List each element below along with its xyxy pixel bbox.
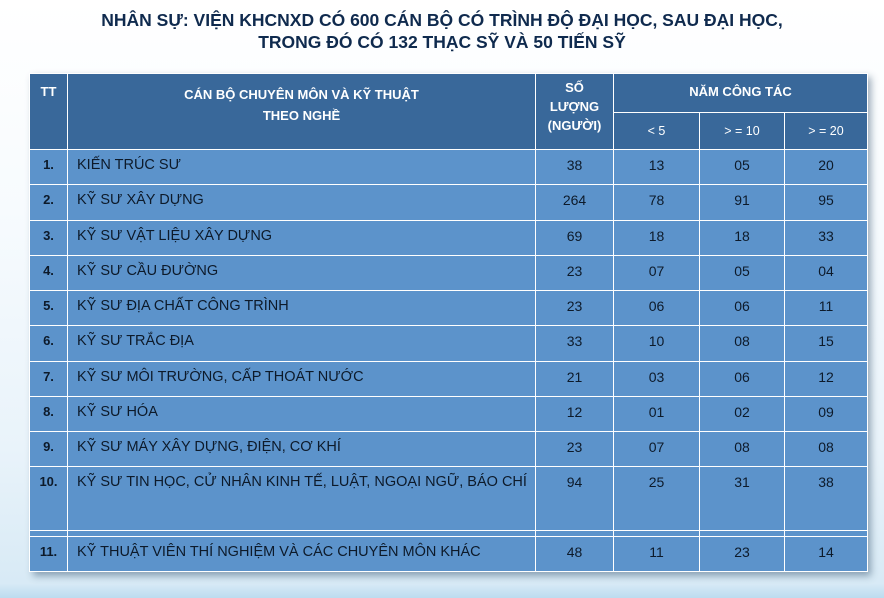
header-tt: TT xyxy=(30,74,68,150)
row-number: 6. xyxy=(30,326,68,361)
page-title xyxy=(0,9,884,53)
table-row xyxy=(30,150,868,185)
row-profession: KỸ SƯ MÁY XÂY DỰNG, ĐIỆN, CƠ KHÍ xyxy=(68,432,536,467)
table-row xyxy=(30,255,868,290)
row-lt5: 01 xyxy=(614,396,700,431)
row-lt5: 10 xyxy=(614,326,700,361)
row-lt5: 06 xyxy=(614,291,700,326)
header-profession xyxy=(68,74,536,150)
row-profession: KỸ SƯ MÔI TRƯỜNG, CẤP THOÁT NƯỚC xyxy=(68,361,536,396)
row-ge10: 06 xyxy=(700,291,785,326)
row-ge20: 09 xyxy=(785,396,868,431)
header-profession-line1: CÁN BỘ CHUYÊN MÔN VÀ KỸ THUẬT xyxy=(184,87,419,102)
row-profession: KIẾN TRÚC SƯ xyxy=(68,150,536,185)
row-number: 3. xyxy=(30,220,68,255)
row-number: 1. xyxy=(30,150,68,185)
row-profession: KỸ SƯ TIN HỌC, CỬ NHÂN KINH TẾ, LUẬT, NGOẠI NGỮ, BÁO CHÍ xyxy=(68,467,536,530)
row-ge10: 31 xyxy=(700,467,785,530)
row-count: 69 xyxy=(536,220,614,255)
row-count: 94 xyxy=(536,467,614,530)
row-ge20: 38 xyxy=(785,467,868,530)
row-ge20: 08 xyxy=(785,432,868,467)
table-row xyxy=(30,432,868,467)
table-row xyxy=(30,361,868,396)
row-ge20: 11 xyxy=(785,291,868,326)
row-lt5: 25 xyxy=(614,467,700,530)
row-profession: KỸ SƯ ĐỊA CHẤT CÔNG TRÌNH xyxy=(68,291,536,326)
row-ge10: 06 xyxy=(700,361,785,396)
header-count-line1: SỐ xyxy=(565,80,584,95)
row-number: 5. xyxy=(30,291,68,326)
staff-table-container xyxy=(29,73,867,572)
row-number: 4. xyxy=(30,255,68,290)
table-row xyxy=(30,467,868,530)
row-lt5: 18 xyxy=(614,220,700,255)
row-ge20: 15 xyxy=(785,326,868,361)
row-number: 8. xyxy=(30,396,68,431)
table-row xyxy=(30,396,868,431)
row-lt5: 13 xyxy=(614,150,700,185)
row-profession: KỸ THUẬT VIÊN THÍ NGHIỆM VÀ CÁC CHUYÊN MÔN KHÁC xyxy=(68,536,536,571)
row-ge10: 91 xyxy=(700,185,785,220)
row-number: 7. xyxy=(30,361,68,396)
row-ge20: 14 xyxy=(785,536,868,571)
row-count: 33 xyxy=(536,326,614,361)
row-ge20: 33 xyxy=(785,220,868,255)
row-ge20: 12 xyxy=(785,361,868,396)
row-number: 11. xyxy=(30,536,68,571)
header-count-line2: LƯỢNG xyxy=(549,99,600,114)
row-lt5: 11 xyxy=(614,536,700,571)
row-count: 23 xyxy=(536,432,614,467)
header-count-line3: (NGƯỜI) xyxy=(547,118,602,133)
title-line-1: NHÂN SỰ: VIỆN KHCNXD CÓ 600 CÁN BỘ CÓ TRÌNH ĐỘ ĐẠI HỌC, SAU ĐẠI HỌC, xyxy=(101,10,783,30)
header-ge20: > = 20 xyxy=(785,113,868,150)
row-lt5: 07 xyxy=(614,432,700,467)
title-line-2: TRONG ĐÓ CÓ 132 THẠC SỸ VÀ 50 TIẾN SỸ xyxy=(258,32,626,52)
row-ge10: 05 xyxy=(700,255,785,290)
table-row xyxy=(30,536,868,571)
row-profession: KỸ SƯ XÂY DỰNG xyxy=(68,185,536,220)
row-count: 48 xyxy=(536,536,614,571)
row-profession: KỸ SƯ VẬT LIỆU XÂY DỰNG xyxy=(68,220,536,255)
row-ge20: 04 xyxy=(785,255,868,290)
row-count: 21 xyxy=(536,361,614,396)
row-profession: KỸ SƯ CẦU ĐƯỜNG xyxy=(68,255,536,290)
row-ge20: 95 xyxy=(785,185,868,220)
row-profession: KỸ SƯ TRẮC ĐỊA xyxy=(68,326,536,361)
header-lt5: < 5 xyxy=(614,113,700,150)
table-row xyxy=(30,220,868,255)
row-count: 264 xyxy=(536,185,614,220)
row-ge10: 08 xyxy=(700,326,785,361)
row-lt5: 03 xyxy=(614,361,700,396)
header-ge10: > = 10 xyxy=(700,113,785,150)
table-row xyxy=(30,326,868,361)
row-number: 10. xyxy=(30,467,68,530)
row-ge20: 20 xyxy=(785,150,868,185)
row-ge10: 05 xyxy=(700,150,785,185)
row-number: 9. xyxy=(30,432,68,467)
row-count: 23 xyxy=(536,291,614,326)
staff-table xyxy=(29,73,868,572)
row-ge10: 02 xyxy=(700,396,785,431)
row-ge10: 18 xyxy=(700,220,785,255)
header-count xyxy=(536,74,614,150)
row-count: 38 xyxy=(536,150,614,185)
header-years: NĂM CÔNG TÁC xyxy=(614,74,868,113)
row-ge10: 08 xyxy=(700,432,785,467)
row-ge10: 23 xyxy=(700,536,785,571)
row-profession: KỸ SƯ HÓA xyxy=(68,396,536,431)
row-count: 23 xyxy=(536,255,614,290)
row-lt5: 07 xyxy=(614,255,700,290)
table-row xyxy=(30,291,868,326)
header-profession-line2: THEO NGHỀ xyxy=(262,108,341,123)
row-lt5: 78 xyxy=(614,185,700,220)
table-row xyxy=(30,185,868,220)
bottom-band xyxy=(0,584,884,598)
row-number: 2. xyxy=(30,185,68,220)
row-count: 12 xyxy=(536,396,614,431)
